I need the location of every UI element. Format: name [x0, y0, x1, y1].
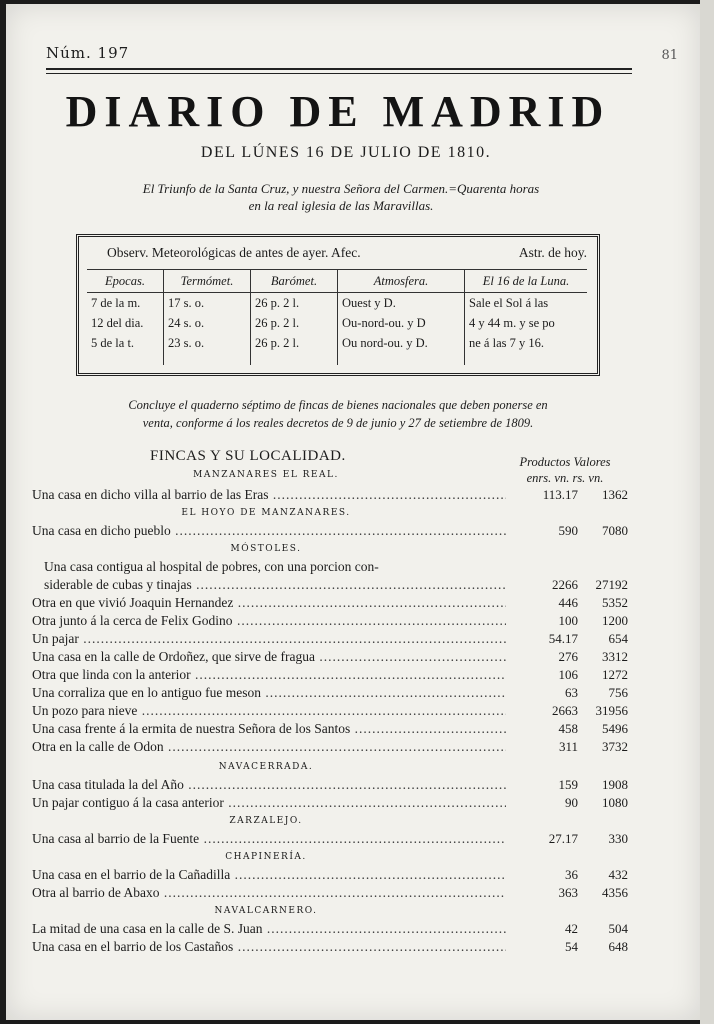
epocas-column — [87, 269, 163, 365]
finca-description: Un pajar contiguo á la casa anterior ..... — [32, 794, 506, 812]
column-divider — [250, 269, 251, 365]
finca-row — [32, 866, 632, 884]
weather-table — [76, 234, 600, 376]
finca-description: Una casa en la calle de Ordoñez, que sirve de fragua ..... — [32, 648, 506, 666]
intro-line-2: venta, conforme á los reales decretos de 9 de junio y 27 de setiembre de 1809. — [142, 416, 534, 430]
finca-product: 113.17 — [542, 487, 578, 502]
finca-description: Otra que linda con la anterior ..... — [32, 666, 506, 684]
finca-description: Otra al barrio de Abaxo ..... — [32, 884, 506, 902]
termometro-cell: 24 s. o. — [168, 316, 205, 330]
finca-value: 3312 — [602, 649, 628, 664]
finca-value: 432 — [608, 867, 628, 882]
barometro-column — [251, 269, 337, 365]
finca-value: 27192 — [595, 577, 628, 592]
section-title: FINCAS Y SU LOCALIDAD. — [150, 448, 346, 464]
finca-description: Una casa en dicho pueblo ..... — [32, 522, 506, 540]
finca-product: 2266 — [552, 577, 578, 592]
termometro-cell: 23 s. o. — [168, 336, 205, 350]
finca-product: 27.17 — [548, 831, 578, 846]
finca-row — [32, 684, 632, 702]
finca-description: Una casa en el barrio de los Castaños ..... — [32, 938, 506, 956]
finca-product: 54.17 — [548, 631, 578, 646]
column-divider — [464, 269, 465, 365]
finca-row — [32, 920, 632, 938]
atmosfera-header: Atmosfera. — [338, 269, 464, 293]
finca-row — [32, 630, 632, 648]
finca-value: 756 — [608, 685, 628, 700]
finca-description: Una casa contigua al hospital de pobres, con una porcion con- — [44, 559, 379, 574]
column-divider — [163, 269, 164, 365]
finca-row — [32, 666, 632, 684]
finca-description: Otra en la calle de Odon ..... — [32, 738, 506, 756]
finca-product: 590 — [558, 523, 578, 538]
barometro-header: Barómet. — [251, 269, 337, 293]
saint-line-2: en la real iglesia de las Maravillas. — [248, 198, 434, 213]
finca-row — [32, 594, 632, 612]
finca-product: 458 — [558, 721, 578, 736]
finca-description: Una casa frente á la ermita de nuestra Señora de los Santos ..... — [32, 720, 506, 738]
epoca-cell: 7 de la m. — [91, 296, 141, 310]
finca-row — [32, 738, 632, 756]
finca-product: 42 — [565, 921, 578, 936]
astro-column — [465, 269, 587, 365]
town-heading: MANZANARES EL REAL. — [193, 470, 339, 480]
finca-row — [32, 884, 632, 902]
town-heading: CHAPINERÍA. — [225, 852, 307, 862]
issue-number: Núm. 197 — [46, 44, 130, 62]
epoca-cell: 12 del dia. — [91, 316, 144, 330]
finca-row — [32, 938, 632, 956]
weather-title: Observ. Meteorológicas de antes de ayer. Afec. — [107, 245, 361, 260]
finca-description: siderable de cubas y tinajas ..... — [32, 576, 506, 594]
astro-cell: 4 y 44 m. y se po — [469, 316, 555, 330]
finca-product: 2663 — [552, 703, 578, 718]
finca-product: 54 — [565, 939, 578, 954]
finca-product: 446 — [558, 595, 578, 610]
finca-description: Un pozo para nieve ..... — [32, 702, 506, 720]
finca-value: 648 — [608, 939, 628, 954]
finca-row — [32, 558, 632, 576]
finca-value: 5352 — [602, 595, 628, 610]
page-edge — [700, 0, 714, 1024]
value-header-line-1: Productos Valores — [519, 455, 611, 469]
finca-value: 3732 — [602, 739, 628, 754]
atmosfera-column — [338, 269, 464, 365]
finca-row — [32, 830, 632, 848]
town-heading: NAVACERRADA. — [218, 762, 314, 772]
saint-of-day — [46, 180, 636, 214]
column-divider — [337, 269, 338, 365]
finca-description: Otra junto á la cerca de Felix Godino ..... — [32, 612, 506, 630]
finca-value: 504 — [608, 921, 628, 936]
finca-row — [32, 720, 632, 738]
termometro-cell: 17 s. o. — [168, 296, 205, 310]
masthead-title: DIARIO DE MADRID — [65, 87, 611, 136]
barometro-cell: 26 p. 2 l. — [255, 336, 300, 350]
finca-product: 159 — [558, 777, 578, 792]
atmosfera-cell: Ouest y D. — [342, 296, 396, 310]
header-rule-top — [46, 68, 632, 70]
finca-row — [32, 576, 632, 594]
page-number: 81 — [661, 48, 678, 63]
finca-product: 276 — [558, 649, 578, 664]
finca-product: 90 — [565, 795, 578, 810]
finca-value: 330 — [608, 831, 628, 846]
dateline: DEL LÚNES 16 DE JULIO DE 1810. — [200, 144, 492, 161]
town-heading: EL HOYO DE MANZANARES. — [181, 508, 351, 518]
intro-paragraph — [40, 396, 636, 432]
finca-description: Una casa titulada la del Año ..... — [32, 776, 506, 794]
atmosfera-cell: Ou-nord-ou. y D — [342, 316, 426, 330]
finca-value: 654 — [608, 631, 628, 646]
finca-row — [32, 612, 632, 630]
barometro-cell: 26 p. 2 l. — [255, 296, 300, 310]
barometro-cell: 26 p. 2 l. — [255, 316, 300, 330]
finca-description: Un pajar ..... — [32, 630, 506, 648]
finca-value: 7080 — [602, 523, 628, 538]
finca-product: 311 — [558, 739, 578, 754]
town-heading: MÓSTOLES. — [230, 544, 302, 554]
value-header-line-2: enrs. vn. rs. vn. — [526, 471, 604, 485]
finca-description: Una corraliza que en lo antiguo fue meson ..... — [32, 684, 506, 702]
finca-value: 4356 — [602, 885, 628, 900]
saint-line-1: El Triunfo de la Santa Cruz, y nuestra Señora del Carmen.=Quarenta horas — [142, 181, 540, 196]
finca-description: Una casa en el barrio de la Cañadilla ..... — [32, 866, 506, 884]
astro-header: El 16 de la Luna. — [465, 269, 587, 293]
atmosfera-cell: Ou nord-ou. y D. — [342, 336, 428, 350]
finca-value: 1272 — [602, 667, 628, 682]
town-heading: ZARZALEJO. — [229, 816, 303, 826]
finca-description: Una casa al barrio de la Fuente ..... — [32, 830, 506, 848]
termometro-column — [164, 269, 250, 365]
town-heading: NAVALCARNERO. — [214, 906, 318, 916]
finca-value: 1362 — [602, 487, 628, 502]
finca-product: 363 — [558, 885, 578, 900]
finca-row — [32, 522, 632, 540]
intro-line-1: Concluye el quaderno séptimo de fincas de bienes nacionales que deben ponerse en — [128, 398, 548, 412]
finca-row — [32, 776, 632, 794]
astro-cell: ne á las 7 y 16. — [469, 336, 544, 350]
finca-value: 1200 — [602, 613, 628, 628]
header-rule-bottom — [46, 73, 632, 74]
finca-product: 100 — [558, 613, 578, 628]
termometro-header: Termómet. — [164, 269, 250, 293]
astro-cell: Sale el Sol á las — [469, 296, 549, 310]
finca-description: Una casa en dicho villa al barrio de las Eras ..... — [32, 486, 506, 504]
finca-row — [32, 794, 632, 812]
epocas-header: Epocas. — [87, 269, 163, 293]
finca-row — [32, 486, 632, 504]
newspaper-page — [6, 4, 700, 1020]
finca-row — [32, 702, 632, 720]
finca-product: 63 — [565, 685, 578, 700]
finca-value: 1080 — [602, 795, 628, 810]
finca-value: 31956 — [595, 703, 628, 718]
epoca-cell: 5 de la t. — [91, 336, 135, 350]
finca-product: 106 — [558, 667, 578, 682]
finca-value: 1908 — [602, 777, 628, 792]
astro-title: Astr. de hoy. — [518, 245, 587, 260]
finca-product: 36 — [565, 867, 578, 882]
finca-value: 5496 — [602, 721, 628, 736]
finca-description: La mitad de una casa en la calle de S. Juan ..... — [32, 920, 506, 938]
finca-description: Otra en que vivió Joaquin Hernandez ..... — [32, 594, 506, 612]
finca-row — [32, 648, 632, 666]
